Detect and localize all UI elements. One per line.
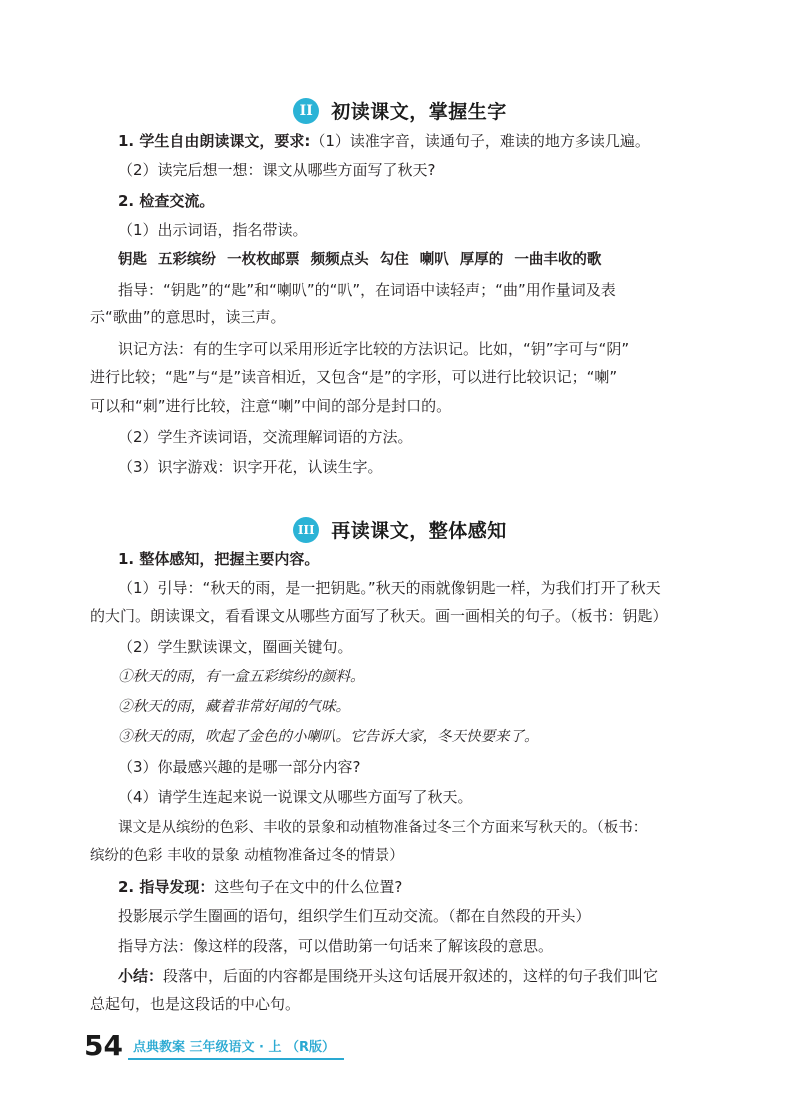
step-1-line bbox=[118, 131, 738, 151]
method-line: 指导方法：像这样的段落，可以借助第一句话来了解该段的意思。 bbox=[118, 937, 554, 955]
memo-line-3: 可以和“刺”进行比较，注意“喇”中间的部分是封口的。 bbox=[90, 397, 452, 415]
book-title: 点典教案 三年级语文 · 上 （R版） bbox=[132, 1040, 336, 1055]
s3-sub-2: （2）学生默读课文，圈画关键句。 bbox=[118, 638, 353, 656]
section-2-heading bbox=[0, 97, 800, 124]
step-1-sub-2: （2）读完后想一想：课文从哪些方面写了秋天? bbox=[118, 161, 436, 179]
section-2-badge: II bbox=[293, 98, 319, 124]
section-3-title: 再读课文，整体感知 bbox=[331, 520, 507, 542]
guide-line-1: 指导：“钥匙”的“匙”和“喇叭”的“叭”，在词语中读轻声；“曲”用作量词及表 bbox=[118, 281, 616, 299]
step-1-label: 1. 学生自由朗读课文，要求: bbox=[118, 132, 311, 150]
memo-line-2: 进行比较；“匙”与“是”读音相近，又包含“是”的字形，可以进行比较识记；“喇” bbox=[90, 368, 618, 386]
vocabulary-words: 钥匙 五彩缤纷 一枚枚邮票 频频点头 勾住 喇叭 厚厚的 一曲丰收的歌 bbox=[118, 251, 602, 268]
s3-sub-4: （4）请学生连起来说一说课文从哪些方面写了秋天。 bbox=[118, 788, 473, 806]
s3-step-2-text: 这些句子在文中的什么位置? bbox=[214, 878, 403, 896]
s3-step-2-label: 2. 指导发现： bbox=[118, 878, 215, 896]
sub-2: （2）学生齐读词语，交流理解词语的方法。 bbox=[118, 428, 413, 446]
step-1-text: （1）读准字音，读通句子，难读的地方多读几遍。 bbox=[310, 132, 650, 150]
s3-step-2 bbox=[118, 877, 738, 897]
conclusion-line-1 bbox=[118, 966, 738, 986]
section-2-title: 初读课文，掌握生字 bbox=[331, 101, 507, 123]
summary-line-2: 缤纷的色彩 丰收的景象 动植物准备过冬的情景） bbox=[90, 848, 404, 864]
conclusion-line-2: 总起句，也是这段话的中心句。 bbox=[90, 995, 301, 1013]
section-3-heading bbox=[0, 516, 800, 543]
s3-intro-line-1: （1）引导：“秋天的雨，是一把钥匙。”秋天的雨就像钥匙一样，为我们打开了秋天 bbox=[118, 579, 661, 597]
s3-intro-line-2: 的大门。朗读课文，看看课文从哪些方面写了秋天。画一画相关的句子。（板书：钥匙） bbox=[90, 607, 668, 625]
memo-line-1: 识记方法：有的生字可以采用形近字比较的方法识记。比如，“钥”字可与“阴” bbox=[118, 340, 630, 358]
conclusion-label: 小结： bbox=[118, 967, 164, 985]
display-line: 投影展示学生圈画的语句，组织学生们互动交流。（都在自然段的开头） bbox=[118, 907, 591, 925]
s3-sub-3: （3）你最感兴趣的是哪一部分内容? bbox=[118, 758, 361, 776]
page-footer bbox=[84, 1030, 335, 1060]
sub-3: （3）识字游戏：识字开花，认读生字。 bbox=[118, 458, 383, 476]
section-3-badge: III bbox=[293, 517, 319, 543]
s3-step-1: 1. 整体感知，把握主要内容。 bbox=[118, 550, 320, 568]
step-2-label: 2. 检查交流。 bbox=[118, 192, 215, 210]
key-sentence-1: ①秋天的雨，有一盒五彩缤纷的颜料。 bbox=[118, 669, 365, 685]
guide-line-2: 示“歌曲”的意思时，读三声。 bbox=[90, 308, 286, 326]
page-number: 54 bbox=[84, 1029, 123, 1062]
key-sentence-3: ③秋天的雨，吹起了金色的小喇叭。它告诉大家，冬天快要来了。 bbox=[118, 729, 539, 745]
key-sentence-2: ②秋天的雨，藏着非常好闻的气味。 bbox=[118, 699, 350, 715]
footer-divider bbox=[128, 1058, 344, 1060]
summary-line-1: 课文是从缤纷的色彩、丰收的景象和动植物准备过冬三个方面来写秋天的。（板书： bbox=[118, 820, 648, 836]
sub-1: （1）出示词语，指名带读。 bbox=[118, 221, 308, 239]
conclusion-text: 段落中，后面的内容都是围绕开头这句话展开叙述的，这样的句子我们叫它 bbox=[163, 967, 659, 985]
